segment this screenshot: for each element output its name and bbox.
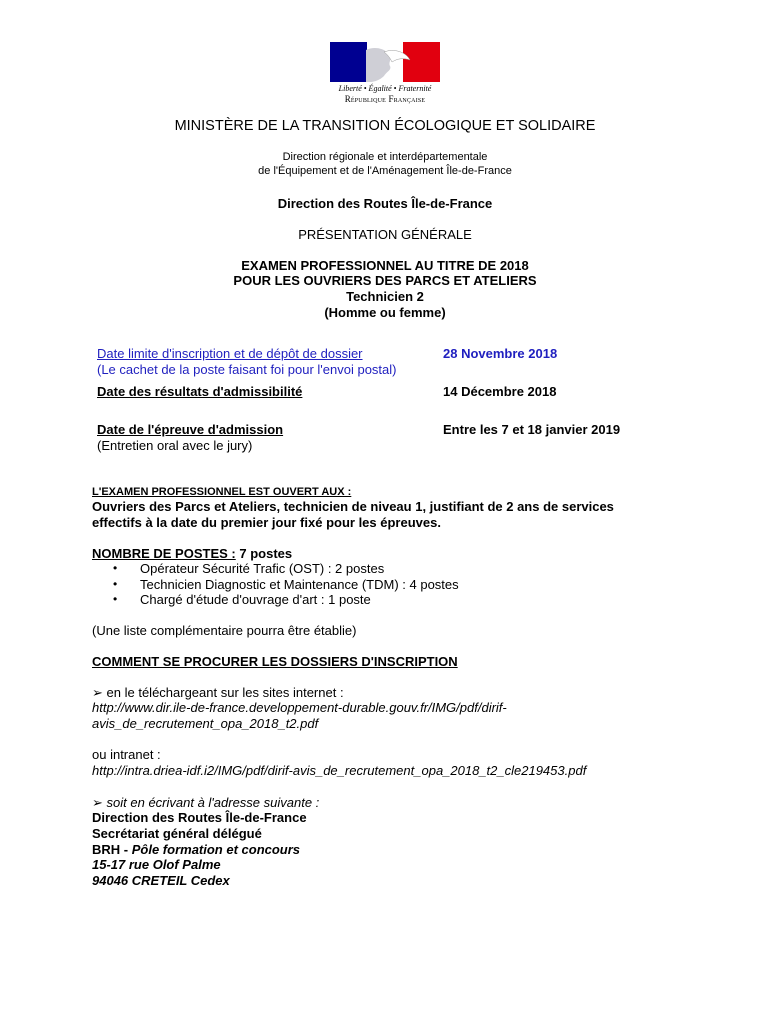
download-intro: en le téléchargeant sur les sites internet : xyxy=(106,685,344,700)
results-value: 14 Décembre 2018 xyxy=(443,384,557,399)
post-item: Opérateur Sécurité Trafic (OST) : 2 postes xyxy=(140,561,385,576)
deadline-label: Date limite d'inscription et de dépôt de dossier xyxy=(97,346,363,361)
address-line-4: 15-17 rue Olof Palme xyxy=(92,857,221,872)
posts-header xyxy=(92,546,292,561)
address-brh: BRH - xyxy=(92,842,129,857)
url-1-line-1[interactable]: http://www.dir.ile-de-france.developpement-durable.gouv.fr/IMG/pdf/dirif- xyxy=(92,700,507,715)
exam-gender: (Homme ou femme) xyxy=(324,305,446,320)
bullet-icon: • xyxy=(113,561,118,575)
address-line-2: Secrétariat général délégué xyxy=(92,826,262,841)
logo-republic: République Française xyxy=(344,94,426,104)
bullet-icon: • xyxy=(113,592,118,606)
logo-motto: Liberté • Égalité • Fraternité xyxy=(338,84,432,93)
deadline-value: 28 Novembre 2018 xyxy=(443,346,558,361)
posts-note: (Une liste complémentaire pourra être établie) xyxy=(92,623,357,638)
direction-line-2: de l'Équipement et de l'Aménagement Île-de-France xyxy=(258,165,512,177)
exam-title-line-1: EXAMEN PROFESSIONNEL AU TITRE DE 2018 xyxy=(241,258,529,273)
bullet-icon: • xyxy=(113,577,118,591)
arrow-icon: ➢ xyxy=(92,795,103,810)
routes-direction: Direction des Routes Île-de-France xyxy=(277,196,493,211)
url-2[interactable]: http://intra.driea-idf.i2/IMG/pdf/dirif-avis_de_recrutement_opa_2018_t2_cle219453.pdf xyxy=(92,763,587,778)
results-label: Date des résultats d'admissibilité xyxy=(97,384,303,399)
address-line-3 xyxy=(92,842,300,857)
admission-value: Entre les 7 et 18 janvier 2019 xyxy=(443,422,621,437)
download-line xyxy=(92,685,344,701)
ministry-title: MINISTÈRE DE LA TRANSITION ÉCOLOGIQUE ET SOLIDAIRE xyxy=(174,118,596,134)
post-item: Chargé d'étude d'ouvrage d'art : 1 poste xyxy=(140,592,371,607)
posts-count: 7 postes xyxy=(239,546,293,561)
open-to-line-2: effectifs à la date du premier jour fixé pour les épreuves. xyxy=(92,515,441,530)
exam-title-line-2: POUR LES OUVRIERS DES PARCS ET ATELIERS xyxy=(233,273,537,288)
admission-note: (Entretien oral avec le jury) xyxy=(97,438,253,453)
arrow-icon: ➢ xyxy=(92,685,103,700)
address-line-1: Direction des Routes Île-de-France xyxy=(92,810,307,825)
write-intro: soit en écrivant à l'adresse suivante : xyxy=(106,795,320,810)
address-pole: Pôle formation et concours xyxy=(131,842,301,857)
write-line xyxy=(92,795,319,811)
posts-heading: NOMBRE DE POSTES : xyxy=(92,546,236,561)
post-item: Technicien Diagnostic et Maintenance (TDM) : 4 postes xyxy=(140,577,459,592)
admission-label: Date de l'épreuve d'admission xyxy=(97,422,284,437)
open-to-heading: L'EXAMEN PROFESSIONNEL EST OUVERT AUX : xyxy=(92,486,352,498)
presentation-heading: PRÉSENTATION GÉNÉRALE xyxy=(298,227,472,242)
open-to-line-1: Ouvriers des Parcs et Ateliers, technicien de niveau 1, justifiant de 2 ans de services xyxy=(92,499,614,514)
deadline-note: (Le cachet de la poste faisant foi pour l'envoi postal) xyxy=(97,362,397,377)
url-1-line-2[interactable]: avis_de_recrutement_opa_2018_t2.pdf xyxy=(92,716,319,731)
intranet-intro: ou intranet : xyxy=(92,747,161,762)
exam-grade: Technicien 2 xyxy=(346,289,424,304)
procure-heading: COMMENT SE PROCURER LES DOSSIERS D'INSCRIPTION xyxy=(92,654,458,669)
direction-line-1: Direction régionale et interdépartementale xyxy=(282,151,488,163)
address-line-5: 94046 CRETEIL Cedex xyxy=(92,873,230,888)
